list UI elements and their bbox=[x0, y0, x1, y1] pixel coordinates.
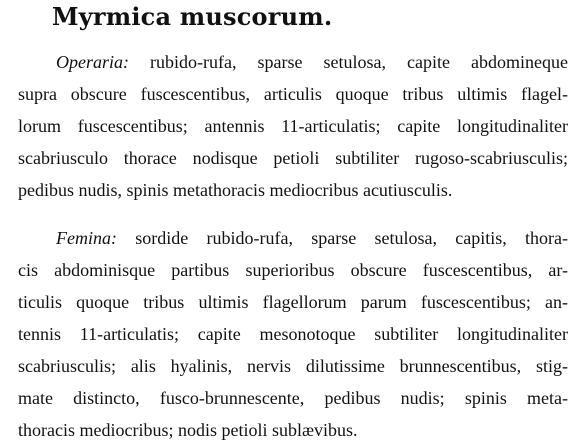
operaria-line-4: scabriusculo thorace nodisque petioli subtiliter rugoso-scabriusculis; bbox=[18, 148, 568, 168]
species-title: Myrmica muscorum. bbox=[52, 2, 333, 31]
femina-line-4: tennis 11-articulatis; capite mesonotoque subtiliter longitudinaliter bbox=[18, 324, 568, 344]
operaria-line-2: supra obscure fuscescentibus, articulis quoque tribus ultimis flagel- bbox=[18, 84, 568, 104]
femina-paragraph bbox=[18, 222, 568, 446]
operaria-line-5: pedibus nudis, spinis metathoracis mediocribus acutiusculis. bbox=[18, 180, 453, 200]
femina-caste-label: Femina: bbox=[56, 228, 117, 248]
femina-line-1 bbox=[18, 222, 568, 254]
femina-line-7: thoracis mediocribus; nodis petioli sublævibus. bbox=[18, 420, 358, 440]
femina-line-3: ticulis quoque tribus ultimis flagellorum parum fuscescentibus; an- bbox=[18, 292, 568, 312]
femina-line-1-text: sordide rubido-rufa, sparse setulosa, capitis, thora- bbox=[116, 228, 568, 248]
operaria-paragraph bbox=[18, 46, 568, 206]
operaria-line-3: lorum fuscescentibus; antennis 11-articulatis; capite longitudinaliter bbox=[18, 116, 568, 136]
operaria-caste-label: Operaria: bbox=[56, 52, 129, 72]
operaria-line-1 bbox=[18, 46, 568, 78]
femina-line-2: cis abdominisque partibus superioribus obscure fuscescentibus, ar- bbox=[18, 260, 568, 280]
femina-line-6: mate distincto, fusco-brunnescente, pedibus nudis; spinis meta- bbox=[18, 388, 568, 408]
operaria-line-1-text: rubido-rufa, sparse setulosa, capite abdomineque bbox=[129, 52, 568, 72]
femina-line-5: scabriusculis; alis hyalinis, nervis dilutissime brunnescentibus, stig- bbox=[18, 356, 568, 376]
